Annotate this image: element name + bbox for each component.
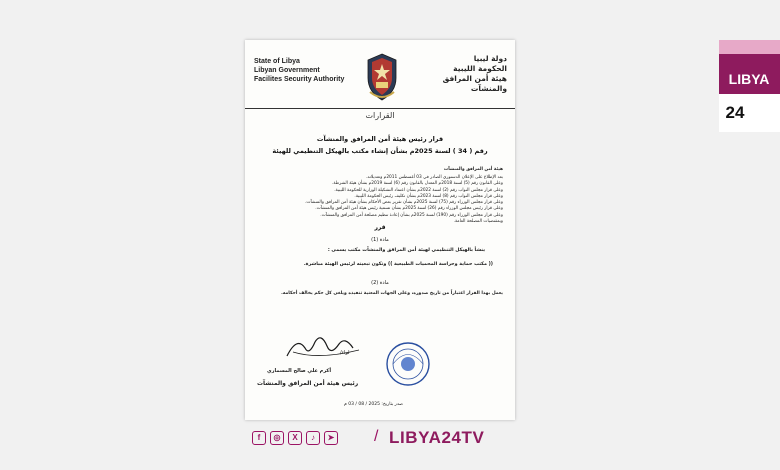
header-ar-line: دولة ليبيا [473,54,507,63]
issue-date: صدر بتاريخ: 2025 / 08 / 03 م [344,402,403,407]
article-2-heading: مادة (2) [371,280,389,286]
preamble-line: وبمقتضيات المصلحة العامة. [453,219,503,225]
header-en-line: Libyan Government [254,67,320,74]
header-en-line: State of Libya [254,58,300,65]
signer-title: رئيس هيئة أمن المرافق والمنشآت [257,380,359,387]
article-1-heading: مادة (1) [371,237,389,243]
tiktok-icon[interactable]: ♪ [306,431,320,445]
preamble-line: وعلى القانون رقم (5) لسنة 2018م المعدل بالقانون رقم (6) لسنة 2019م بشأن هيئة الشرطة. [332,181,503,187]
preamble-line: وعلى قرار مجلس الوزراء رقم (190) لسنة 2025م بشأن إعادة تنظيم مصلحة أمن المرافق والمنشآت. [320,212,503,218]
article-1-text: ينشأ بالهيكل التنظيمي لهيئة أمن المرافق والمنشآت مكتب يسمى : [327,248,485,253]
header-ar-line: الحكومة الليبية [453,64,507,73]
header-english [254,57,364,84]
brand-separator: / [374,428,379,445]
authority-emblem-icon [362,52,402,104]
preamble-line: وعلى قرار مجلس النواب رقم (2) لسنة 2022م بشأن اعتماد التشكيلة الوزارية للحكومة الليبية. [334,187,503,193]
facebook-icon[interactable]: f [252,431,266,445]
preamble [263,175,503,225]
instagram-icon[interactable]: ◎ [270,431,284,445]
decision-number: رقم ( 34 ) لسنة 2025م بشأن إنشاء مكتب بالهيكل التنظيمي للهيئة [272,147,488,155]
decision-title: قرار رئيس هيئة أمن المرافق والمنشآت [316,135,444,143]
header-arabic [407,54,507,94]
social-bar [0,427,780,455]
libya24-logo [719,40,780,132]
section-heading: القرارات [365,111,395,120]
decision-document [245,40,515,420]
decides-heading: قرر [374,224,386,231]
header-en-line: Facilites Security Authority [254,76,345,83]
article-2-text: يعمل بهذا القرار اعتباراً من تاريخ صدوره، وعلى الجهات المعنية تنفيذه ويلغى كل حكم يخالف أحكامه. [281,291,503,296]
header-ar-line: هيئة أمن المرافق والمنشآت [442,74,507,93]
brand-name[interactable]: LIBYA24TV [389,428,485,447]
preamble-line: وعلى قرار مجلس الوزراء رقم (75) لسنة 2025م بشأن تقرير بعض الأحكام بشأن هيئة أمن المرافق والمنشآت. [305,200,503,206]
telegram-icon[interactable]: ➤ [324,431,338,445]
preamble-line: وعلى قرار رئيس مجلس الوزراء رقم (26) لسنة 2025م بشأن تسمية رئيس هيئة أمن المرافق والمنشآت. [315,206,503,212]
header-divider [245,108,515,109]
authority-label: هيئة أمن المرافق والمنشآت [443,167,503,172]
logo-number: 24 [725,103,745,122]
signature-icon [283,330,363,364]
signer-name: أكرم علي صالح المسماري [267,368,332,374]
preamble-line: وعلى قرار مجلس النواب رقم (8) لسنة 2023م بشأن تكليف رئيس الحكومة الليبية. [354,193,503,199]
preamble-line: بعد الإطلاع على الإعلان الدستوري الصادر في 03 أغسطس 2011م وتعديلاته. [366,175,503,180]
x-icon[interactable]: X [288,431,302,445]
logo-text: LIBYA [728,71,770,87]
official-stamp-icon [385,341,431,387]
office-name: (( مكتب حماية وحراسة المحميات الطبيعية )) وتكون تبعيته لرئيس الهيئة مباشرة. [303,262,493,267]
rank-label: لواء/ [340,350,350,356]
